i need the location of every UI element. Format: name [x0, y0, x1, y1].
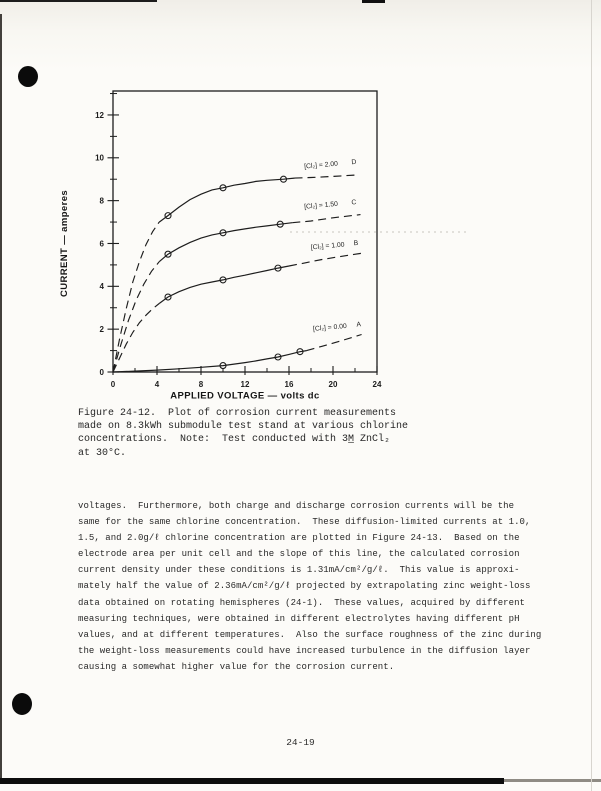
hole-punch-bottom	[12, 693, 32, 715]
y-tick-label: 0	[99, 367, 104, 377]
y-axis-title: CURRENT — amperes	[59, 189, 70, 298]
body-text-line: same for the same chlorine concentration. These diffusion-limited currents at 1.0,	[78, 517, 531, 528]
curve-C-dashed-rise	[113, 262, 159, 372]
y-tick-label: 12	[95, 110, 104, 120]
curve-letter-A: A	[356, 321, 362, 329]
x-tick-label: 0	[110, 380, 116, 389]
curve-label-C: [Cl₂] = 1.50	[303, 200, 339, 211]
curve-C	[159, 223, 292, 262]
body-text-line: measuring techniques, were obtained in different electrolytes having different pH	[78, 613, 520, 624]
figure-caption-line: concentrations. Note: Test conducted with 3M̲ ZnCl₂	[78, 434, 391, 446]
x-tick-label: 8	[198, 380, 204, 389]
curve-label-A: [Cl₂] = 0.00	[312, 322, 348, 333]
figure-caption-line: at 30°C.	[78, 447, 127, 459]
y-tick-label: 4	[99, 282, 104, 292]
curve-B	[159, 266, 289, 304]
curve-label-D: [Cl₂] = 2.00	[303, 160, 339, 171]
y-tick-label: 8	[99, 196, 104, 206]
body-text-line: causing a somewhat higher value for the corrosion current.	[78, 661, 395, 672]
scan-edge-left	[0, 14, 2, 780]
curve-A-dashed-extension	[307, 335, 362, 351]
scan-edge-bottom	[0, 778, 504, 784]
scan-edge-right	[591, 0, 592, 791]
curve-letter-D: D	[351, 158, 357, 167]
scan-edge-top-left	[0, 0, 157, 2]
body-text-line: data obtained on rotating hemispheres (24-1). These values, acquired by different	[78, 597, 525, 608]
corrosion-current-chart	[50, 80, 490, 405]
scan-edge-top-right	[362, 0, 385, 3]
x-tick-label: 20	[328, 380, 338, 389]
body-text-line: values, and at different temperatures. Also the surface roughness of the zinc during	[78, 629, 542, 640]
curve-letter-B: B	[353, 239, 359, 248]
page-number: 24-19	[286, 737, 315, 748]
body-text-line: current density under these conditions is 1.31mA/cm²/g/ℓ. This value is approxi-	[78, 565, 520, 576]
curve-D	[159, 178, 294, 222]
body-text-line: 1.5, and 2.0g/ℓ chlorine concentration are plotted in Figure 24-13. Based on the	[78, 533, 520, 544]
body-text-line: the weight-loss measurements could have increased turbulence in the diffusion layer	[78, 645, 531, 656]
hole-punch-top	[18, 66, 38, 87]
body-text-line: electrode area per unit cell and the slope of this line, the calculated corrosion	[78, 549, 520, 560]
curve-label-B: [Cl₂] = 1.00	[310, 241, 345, 252]
curve-D-dashed-extension	[295, 175, 359, 178]
body-text-line: voltages. Furthermore, both charge and discharge corrosion currents will be the	[78, 501, 515, 511]
x-axis-title: APPLIED VOLTAGE — volts dc	[170, 390, 320, 402]
curve-D-dashed-rise	[113, 222, 159, 372]
x-tick-label: 24	[372, 380, 382, 389]
y-tick-label: 6	[99, 239, 104, 249]
curve-B-dashed-rise	[113, 304, 159, 373]
scan-edge-bottom-gray	[504, 779, 601, 782]
x-tick-label: 12	[240, 380, 250, 389]
curve-B-dashed-extension	[289, 253, 363, 266]
figure-caption-line: Figure 24-12. Plot of corrosion current measurements	[78, 408, 397, 419]
y-tick-label: 10	[95, 153, 104, 163]
body-text-line: mately half the value of 2.36mA/cm²/g/ℓ projected by extrapolating zinc weight-loss	[78, 581, 531, 592]
figure-caption-line: made on 8.3kWh submodule test stand at various chlorine	[78, 421, 409, 433]
body-paragraph	[78, 498, 541, 675]
figure-caption	[78, 407, 408, 460]
curve-C-dashed-extension	[292, 215, 360, 223]
x-tick-label: 4	[154, 380, 160, 389]
y-tick-label: 2	[99, 324, 104, 334]
curve-letter-C: C	[351, 199, 357, 207]
x-tick-label: 16	[284, 380, 294, 389]
